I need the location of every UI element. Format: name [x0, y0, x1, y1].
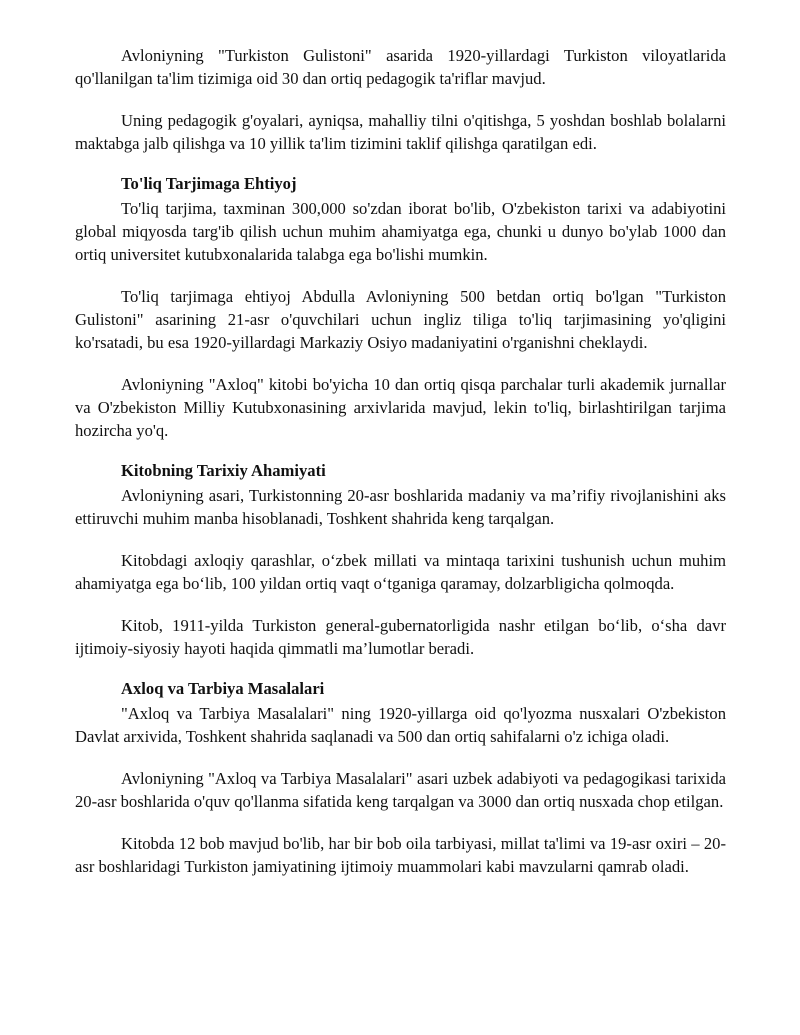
- section-heading: Kitobning Tarixiy Ahamiyati: [121, 461, 326, 480]
- section-paragraph: Kitob, 1911-yilda Turkiston general-gubernatorligida nashr etilgan bo‘lib, o‘sha davr ijtimoiy-siyosiy hayoti haqida qimmatli ma’lumotlar beradi.: [75, 616, 726, 658]
- section-heading: Axloq va Tarbiya Masalalari: [121, 679, 325, 698]
- document-page: [75, 44, 726, 897]
- section-paragraph: To'liq tarjimaga ehtiyoj Abdulla Avloniyning 500 betdan ortiq bo'lgan "Turkiston Gulistoni" asarining 21-asr o'quvchilari uchun ingliz tiliga to'liq tarjimasining yo'qligini ko'rsatadi, bu esa 1920-yillardagi Markaziy Osiyo madaniyatini o'rganishni cheklaydi.: [75, 287, 726, 352]
- intro-paragraph-1: Avloniyning "Turkiston Gulistoni" asarida 1920-yillardagi Turkiston viloyatlarida qo'llanilgan ta'lim tizimiga oid 30 dan ortiq pedagogik ta'riflar mavjud.: [75, 46, 726, 88]
- section-paragraph: Avloniyning "Axloq va Tarbiya Masalalari" asari uzbek adabiyoti va pedagogikasi tarixida 20-asr boshlarida o'quv qo'llanma sifatida keng tarqalgan va 3000 dan ortiq nusxada chop etilgan.: [75, 769, 726, 811]
- section-paragraph: "Axloq va Tarbiya Masalalari" ning 1920-yillarga oid qo'lyozma nusxalari O'zbekiston Davlat arxivida, Toshkent shahrida saqlanadi va 500 dan ortiq sahifalarni o'z ichiga oladi.: [75, 704, 726, 746]
- section-axloq-va-tarbiya-masalalari: [75, 679, 726, 878]
- section-paragraph: To'liq tarjima, taxminan 300,000 so'zdan iborat bo'lib, O'zbekiston tarixi va adabiyotini global miqyosda targ'ib qilish uchun muhim ahamiyatga ega, chunki u dunyo bo'ylab 1000 dan ortiq universitet kutubxonalarida talabga ega bo'lishi mumkin.: [75, 199, 726, 264]
- section-paragraph: Avloniyning asari, Turkistonning 20-asr boshlarida madaniy va ma’rifiy rivojlanishini aks ettiruvchi muhim manba hisoblanadi, Toshkent shahrida keng tarqalgan.: [75, 486, 726, 528]
- section-paragraph: Kitobdagi axloqiy qarashlar, o‘zbek millati va mintaqa tarixini tushunish uchun muhim ahamiyatga ega bo‘lib, 100 yildan ortiq vaqt o‘tganiga qaramay, dolzarbligicha qolmoqda.: [75, 551, 726, 593]
- section-paragraph: Kitobda 12 bob mavjud bo'lib, har bir bob oila tarbiyasi, millat ta'limi va 19-asr oxiri – 20-asr boshlaridagi Turkiston jamiyatining ijtimoiy muammolari kabi mavzularni qamrab oladi.: [75, 834, 726, 876]
- section-paragraph: Avloniyning "Axloq" kitobi bo'yicha 10 dan ortiq qisqa parchalar turli akademik jurnallar va O'zbekiston Milliy Kutubxonasining arxivlarida mavjud, lekin to'liq, birlashtirilgan tarjima hozircha yo'q.: [75, 375, 726, 440]
- intro-paragraph-2: Uning pedagogik g'oyalari, ayniqsa, mahalliy tilni o'qitishga, 5 yoshdan boshlab bolalarni maktabga jalb qilishga va 10 yillik ta'lim tizimini taklif qilishga qaratilgan edi.: [75, 111, 726, 153]
- section-toliq-tarjimaga-ehtiyoj: [75, 174, 726, 442]
- section-kitobning-tarixiy-ahamiyati: [75, 461, 726, 660]
- section-heading: To'liq Tarjimaga Ehtiyoj: [121, 174, 297, 193]
